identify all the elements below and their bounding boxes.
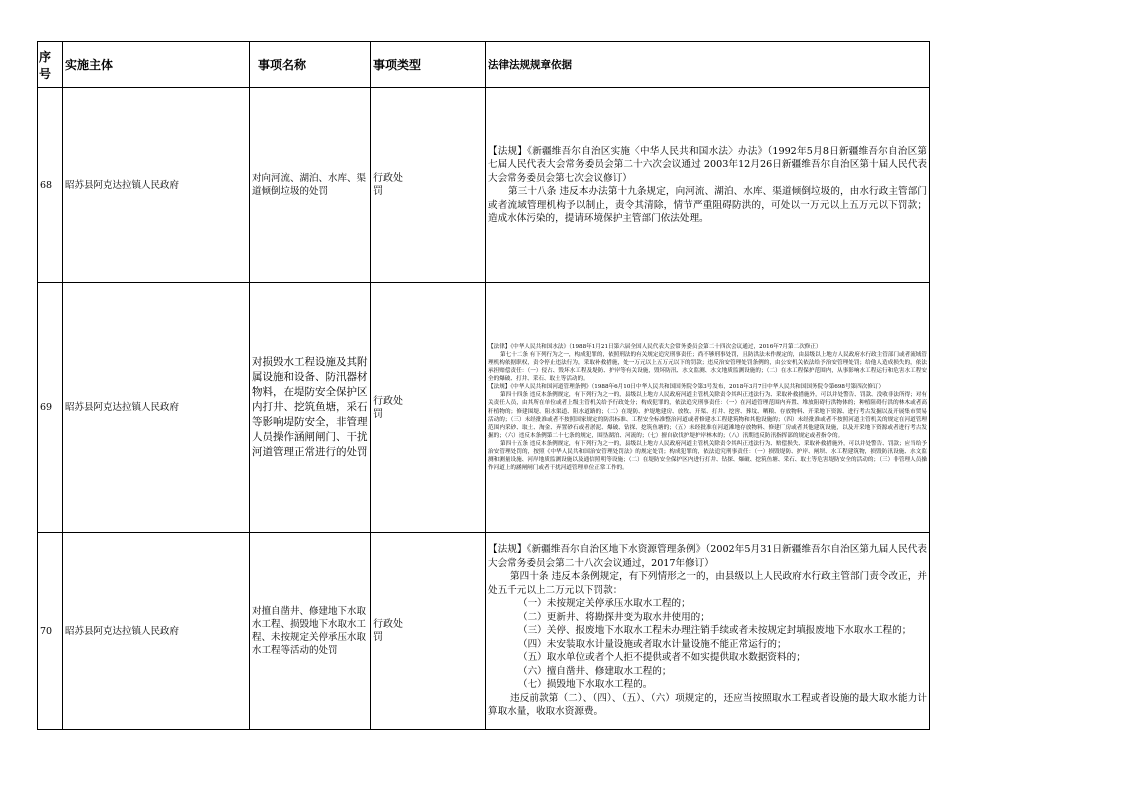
header-entity: 实施主体: [63, 42, 250, 88]
basis-paragraph: 【法律】《中华人民共和国水法》（1988年1月21日第六届全国人民代表大会常务委员会第二十四次会议通过，2016年7月第二次修正）: [488, 343, 822, 350]
row-item-name: 对损毁水工程设施及其附属设施和设备、防汛器材物料，在堤防安全保护区内打井、挖筑鱼塘，采石等影响堤防安全，非管理人员操作涵闸闸门、干扰河道管理正常进行的处罚: [250, 283, 371, 533]
enforcement-items-table: [37, 41, 930, 730]
header-seq: 序号: [38, 42, 63, 88]
table-row: [38, 88, 930, 283]
table-header-row: [38, 42, 930, 88]
row-legal-basis: [486, 533, 930, 730]
row-entity: 昭苏县阿克达拉镇人民政府: [63, 88, 250, 283]
row-entity: 昭苏县阿克达拉镇人民政府: [63, 533, 250, 730]
basis-list-item: （六）擅自凿井、修建取水工程的；: [518, 665, 672, 677]
basis-paragraph: 第四十四条 违反本条例规定，有下列行为之一的，县级以上地方人民政府河道主管机关除责令其纠正违法行为、采取补救措施外，可以并处警告、罚款、没收非法所得；对有关责任人员，由其所在单位或者上级主管机关给予行政处分；构成犯罪的，依法追究刑事责任：（一）在河道管理范围内弃置、堆放阻碍行洪物体的；种植阻碍行洪的林木或者高秆植物的；修建围堤、阻水渠道、阻水道路的；（二）在堤防、护堤地建房、放牧、开渠、打井、挖窖、葬坟、晒粮、存放物料、开采地下资源、进行考古发掘以及开展集市贸易活动的；（三）未经批准或者不按照国家规定的防洪标准、工程安全标准整治河道或者修建水工程建筑物和其他设施的；（四）未经批准或者不按照河道主管机关的规定在河道管理范围内采砂、取土、淘金、弃置砂石或者淤泥、爆破、钻探、挖筑鱼塘的；（五）未经批准在河道滩地存放物料、修建厂房或者其他建筑设施，以及开采地下资源或者进行考古发掘的；（六）违反本条例第二十七条的规定，围垦湖泊、河流的；（七）擅自砍伐护堤护岸林木的；（八）汛期违反防汛指挥部的规定或者指令的。: [488, 392, 927, 439]
header-item-name: 事项名称: [250, 42, 371, 88]
basis-paragraph: 违反前款第（二）、（四）、（五）、（六）项规定的，还应当按照取水工程或者设施的最大取水能力计算取水量，收取水资源费。: [488, 692, 927, 718]
row-number: 68: [38, 88, 63, 283]
row-item-type: 行政处罚: [371, 88, 486, 283]
basis-paragraph: 第四十五条 违反本条例规定，有下列行为之一的，县级以上地方人民政府河道主管机关除责令其纠正违法行为、赔偿损失、采取补救措施外，可以并处警告、罚款；应当给予治安管理处罚的，按照《中华人民共和国治安管理处罚法》的规定处罚；构成犯罪的，依法追究刑事责任：（一）损毁堤防、护岸、闸坝、水工程建筑物，损毁防汛设施、水文监测和测量设施、河岸地质监测设施以及通信照明等设施；（二）在堤防安全保护区内进行打井、钻探、爆破、挖筑鱼塘、采石、取土等危害堤防安全的活动的；（三）非管理人员操作河道上的涵闸闸门或者干扰河道管理单位正常工作的。: [488, 440, 927, 472]
row-item-name: 对擅自凿井、修建地下水取水工程、损毁地下水取水工程、未按规定关停承压水取水工程等活动的处罚: [250, 533, 371, 730]
basis-paragraph: 第七十二条 有下列行为之一，构成犯罪的，依照刑法的有关规定追究刑事责任；尚不够刑事处罚，且防洪法未作规定的，由县级以上地方人民政府水行政主管部门或者流域管理机构依据职权，责令停止违法行为，采取补救措施，处一万元以上五万元以下的罚款；违反治安管理处罚条例的，由公安机关依法给予治安管理处罚；给他人造成损失的，依法承担赔偿责任：（一）侵占、毁坏水工程及堤防、护岸等有关设施，毁坏防汛、水文监测、水文地质监测设施的；（二）在水工程保护范围内，从事影响水工程运行和危害水工程安全的爆破、打井、采石、取土等活动的。: [488, 351, 927, 383]
basis-list-item: （五）取水单位或者个人拒不提供或者不如实提供取水数据资料的；: [518, 652, 806, 664]
row-legal-basis: [486, 88, 930, 283]
row-item-type: 行政处罚: [371, 533, 486, 730]
basis-list-item: （七）损毁地下水取水工程的。: [518, 679, 653, 691]
row-number: 70: [38, 533, 63, 730]
row-number: 69: [38, 283, 63, 533]
basis-paragraph: 第三十八条 违反本办法第十九条规定，向河流、湖泊、水库、渠道倾倒垃圾的，由水行政主管部门或者流域管理机构予以制止，责令其清除，情节严重阻碍防洪的，可处以一万元以上五万元以下罚款；造成水体污染的，提请环境保护主管部门依法处理。: [488, 186, 927, 224]
basis-paragraph: 【法规】《新疆维吾尔自治区实施〈中华人民共和国水法〉办法》（1992年5月8日新疆维吾尔自治区第七届人民代表大会常务委员会第二十六次会议通过 2003年12月26日新疆维吾尔自治区第十届人民代表大会常务委员会第七次会议修订）: [488, 145, 927, 184]
header-basis: 法律法规规章依据: [486, 42, 930, 88]
row-legal-basis: [486, 283, 930, 533]
table-row: [38, 283, 930, 533]
basis-list-item: （四）未安装取水计量设施或者取水计量设施不能正常运行的；: [518, 638, 787, 650]
row-entity: 昭苏县阿克达拉镇人民政府: [63, 283, 250, 533]
basis-paragraph: 【法规】《中华人民共和国河道管理条例》（1988年6月10日中华人民共和国国务院令第3号发布，2018年3月7日中华人民共和国国务院令第698号第四次修订）: [488, 384, 885, 391]
basis-list-item: （一）未按规定关停承压水取水工程的；: [518, 598, 691, 610]
header-item-type: 事项类型: [371, 42, 486, 88]
row-item-type: 行政处罚: [371, 283, 486, 533]
row-item-name: 对向河流、湖泊、水库、渠道倾倒垃圾的处罚: [250, 88, 371, 283]
basis-list-item: （二）更新井、将勘探井变为取水井使用的；: [518, 611, 710, 623]
basis-paragraph: 【法规】《新疆维吾尔自治区地下水资源管理条例》（2002年5月31日新疆维吾尔自治区第九届人民代表大会常务委员会第二十八次会议通过，2017年修订）: [488, 544, 927, 569]
basis-paragraph: 第四十条 违反本条例规定，有下列情形之一的，由县级以上人民政府水行政主管部门责令改正，并处五千元以上二万元以下罚款：: [488, 571, 927, 596]
basis-list-item: （三）关停、报废地下水取水工程未办理注销手续或者未按规定封填报废地下水取水工程的；: [518, 625, 912, 637]
table-row: [38, 533, 930, 730]
